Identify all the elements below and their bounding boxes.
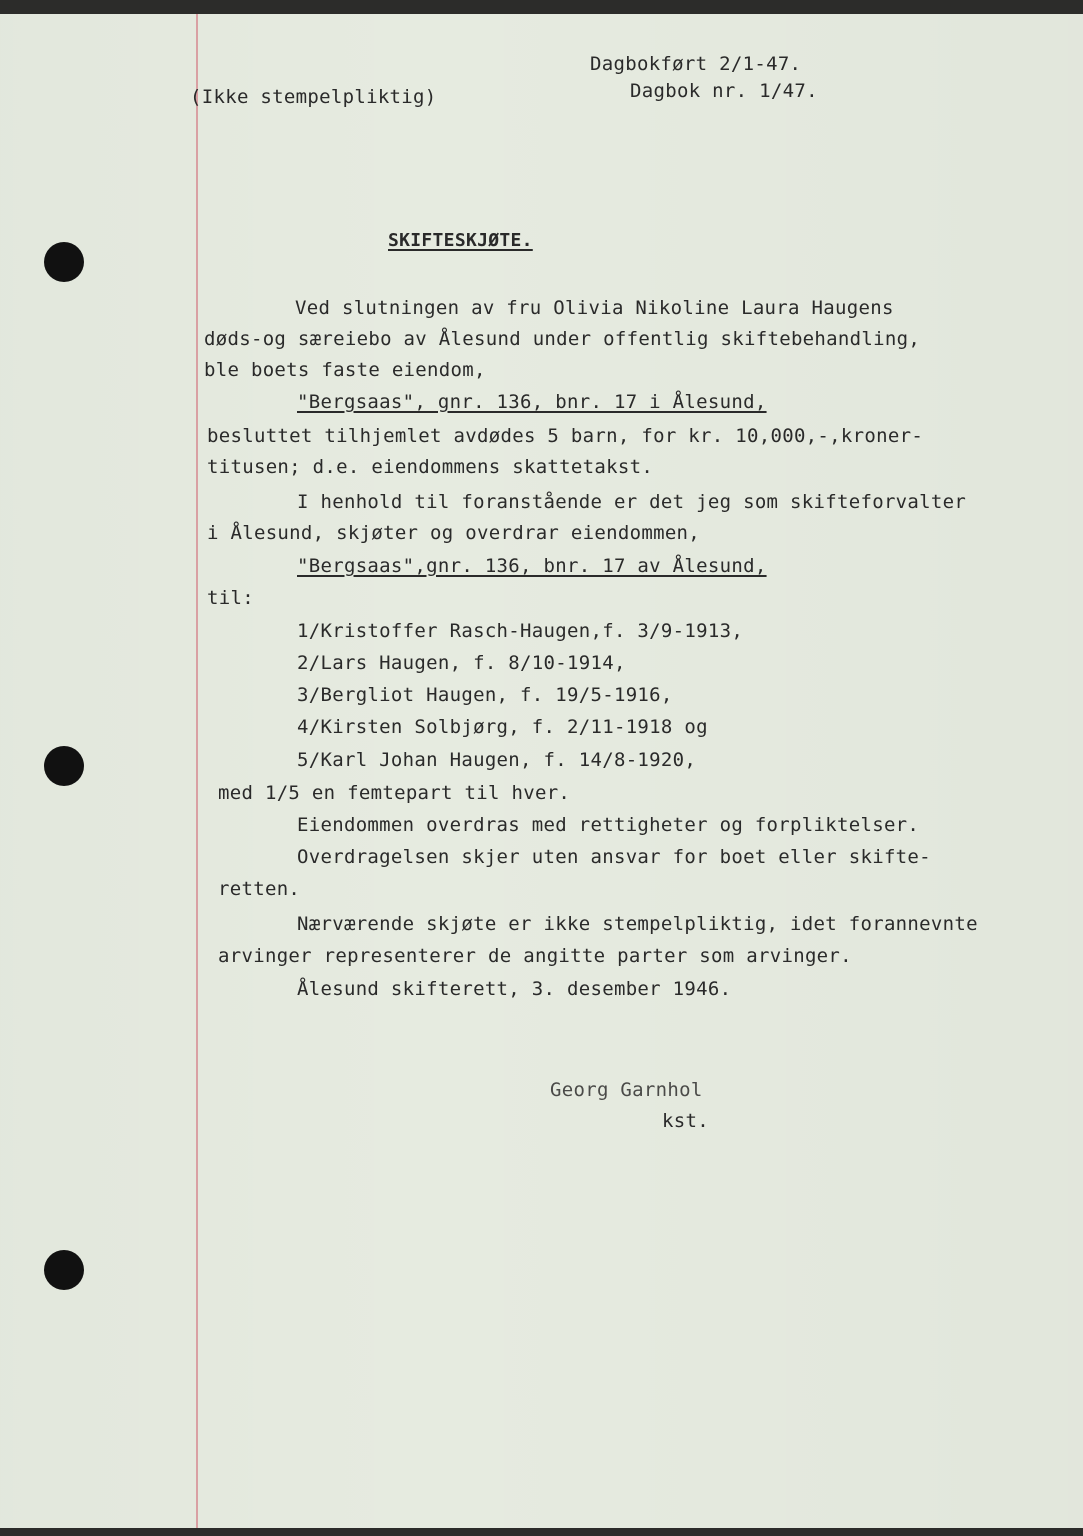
body-line: titusen; d.e. eiendommens skattetakst. (207, 456, 654, 478)
diary-date: Dagbokført 2/1-47. (590, 53, 802, 75)
heir-entry: 2/Lars Haugen, f. 8/10-1914, (297, 652, 626, 674)
body-line: besluttet tilhjemlet avdødes 5 barn, for kr. 10,000,-,kroner- (207, 425, 924, 447)
margin-line (196, 14, 198, 1528)
property-designation: "Bergsaas", gnr. 136, bnr. 17 i Ålesund, (297, 391, 767, 413)
punch-hole (44, 242, 84, 282)
property-designation: "Bergsaas",gnr. 136, bnr. 17 av Ålesund, (297, 555, 767, 577)
body-line: I henhold til foranstående er det jeg som skifteforvalter (297, 491, 967, 513)
diary-number: Dagbok nr. 1/47. (630, 80, 818, 102)
heir-entry: 4/Kirsten Solbjørg, f. 2/11-1918 og (297, 716, 708, 738)
heir-entry: 5/Karl Johan Haugen, f. 14/8-1920, (297, 749, 697, 771)
body-line: Overdragelsen skjer uten ansvar for boet eller skifte- (297, 846, 931, 868)
signatory-title: kst. (662, 1110, 709, 1132)
place-date: Ålesund skifterett, 3. desember 1946. (297, 978, 732, 1000)
to-label: til: (207, 587, 254, 609)
body-line: døds-og særeiebo av Ålesund under offentlig skiftebehandling, (204, 328, 921, 350)
body-line: i Ålesund, skjøter og overdrar eiendommen, (207, 522, 701, 544)
body-line: Nærværende skjøte er ikke stempelpliktig, idet forannevnte (297, 913, 978, 935)
heir-entry: 1/Kristoffer Rasch-Haugen,f. 3/9-1913, (297, 620, 744, 642)
body-line: arvinger representerer de angitte parter som arvinger. (218, 945, 852, 967)
share-line: med 1/5 en femtepart til hver. (218, 782, 571, 804)
document-page (0, 14, 1083, 1528)
document-title: SKIFTESKJØTE. (388, 230, 533, 251)
body-line: retten. (218, 878, 301, 900)
punch-hole (44, 746, 84, 786)
body-line: Ved slutningen av fru Olivia Nikoline Laura Haugens (295, 297, 894, 319)
stamp-status: (Ikke stempelpliktig) (190, 86, 437, 108)
punch-hole (44, 1250, 84, 1290)
body-line: Eiendommen overdras med rettigheter og forpliktelser. (297, 814, 920, 836)
heir-entry: 3/Bergliot Haugen, f. 19/5-1916, (297, 684, 673, 706)
signatory-name: Georg Garnhol (550, 1079, 703, 1101)
body-line: ble boets faste eiendom, (204, 359, 486, 381)
